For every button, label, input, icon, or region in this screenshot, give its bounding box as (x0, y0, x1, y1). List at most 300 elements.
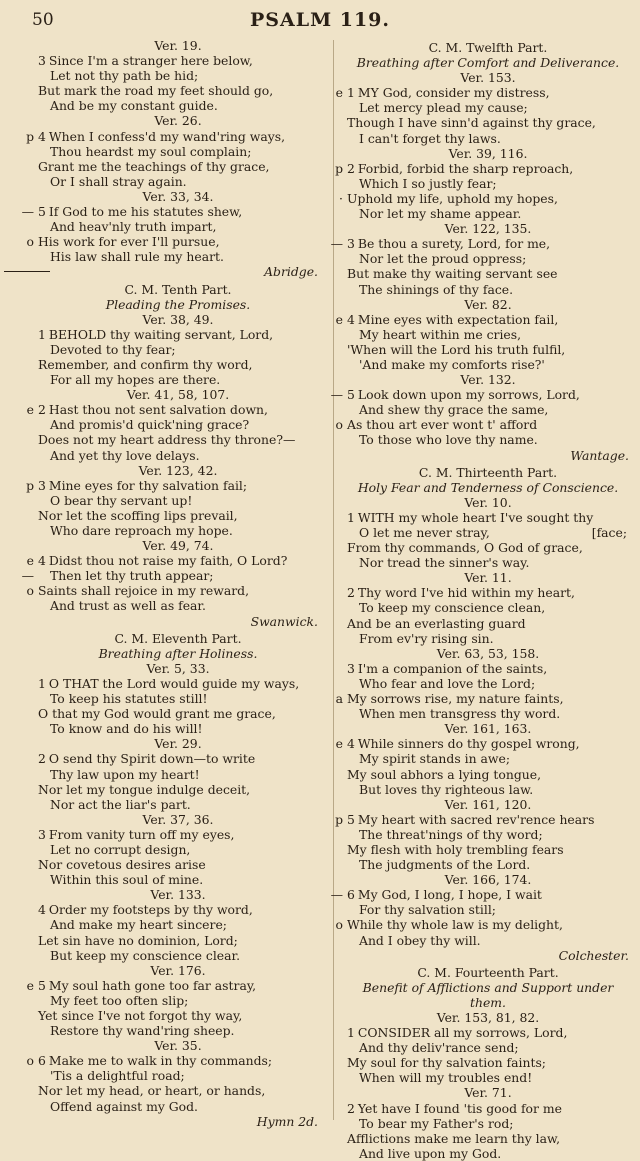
hymn-line (38, 432, 318, 447)
line-text: Didst thou not raise my faith, O Lord? (48, 553, 288, 569)
verse-reference: Ver. 153. (460, 70, 516, 86)
hymn-line (26, 402, 318, 418)
tune-attribution-line (38, 614, 318, 629)
tune-attribution: Swanwick. (250, 613, 318, 629)
hymn-line (347, 206, 629, 221)
line-text: But keep my conscience clear. (50, 947, 241, 963)
stanza-number: 5 (347, 387, 355, 403)
hymn-line (347, 706, 629, 721)
hymn-line (38, 523, 318, 538)
line-text: 'And make my comforts rise?' (359, 356, 545, 372)
hymn-line (38, 751, 318, 766)
hymn-line (38, 159, 318, 174)
line-text: Nor tread the sinner's way. (359, 555, 530, 571)
verse-reference: Ver. 29. (154, 736, 202, 752)
line-text: My spirit stands in awe; (359, 751, 510, 767)
hymn-line (347, 555, 629, 570)
stanza-number: 3 (347, 236, 355, 252)
dynamic-mark: e (335, 311, 343, 327)
line-text: The threat'nings of thy word; (359, 826, 543, 842)
verse-reference: Ver. 41, 58, 107. (126, 387, 230, 403)
dynamic-mark: — (330, 887, 343, 903)
line-text: O that my God would grant me grace, (38, 706, 276, 722)
verse-reference: Ver. 132. (460, 372, 516, 388)
line-text: To keep his statutes still! (50, 691, 208, 707)
dynamic-mark: a (335, 691, 343, 707)
hymn-line (347, 1101, 629, 1116)
stanza-number: 2 (347, 585, 355, 601)
right-column (330, 38, 629, 1161)
hymn-line (347, 176, 629, 191)
line-text: And live upon my God. (359, 1145, 502, 1161)
hymn-line (347, 676, 629, 691)
line-text: My heart with sacred rev'rence hears (357, 811, 595, 827)
line-text: From thy commands, O God of grace, (347, 540, 583, 556)
hymn-line (38, 53, 318, 68)
line-text: My soul for thy salvation faints; (347, 1055, 546, 1071)
verse-reference: Ver. 35. (154, 1038, 202, 1054)
line-text: Who dare reproach my hope. (50, 523, 233, 538)
dynamic-mark: — (21, 568, 34, 584)
tune-attribution: Abridge. (264, 264, 318, 280)
stanza-number: 3 (347, 660, 355, 676)
line-text: If God to me his statutes shew, (48, 204, 243, 220)
verse-reference: Ver. 19. (154, 38, 202, 53)
stanza-number: 5 (38, 204, 46, 220)
hymn-line (347, 1116, 629, 1131)
line-text: But loves thy righteous law. (359, 781, 534, 797)
line-text: Yet have I found 'tis good for me (357, 1100, 562, 1116)
stanza-number: 1 (38, 326, 46, 342)
line-text: And yet thy love delays. (50, 447, 200, 463)
stanza-number: 4 (38, 902, 46, 918)
hymn-line (347, 251, 629, 266)
line-text: Thy law upon my heart! (50, 766, 200, 782)
tune-attribution-line (38, 1114, 318, 1129)
hymn-line (347, 842, 629, 857)
hymn-line (347, 327, 629, 342)
line-text: And I obey thy will. (359, 932, 481, 948)
stanza-number: 2 (38, 402, 46, 418)
stanza-number: 6 (38, 1053, 46, 1069)
section-subtitle: Holy Fear and Tenderness of Conscience. (357, 479, 619, 495)
line-text: Yet since I've not forgot thy way, (38, 1008, 243, 1023)
hymn-line (335, 417, 629, 433)
line-text: My soul abhors a lying tongue, (347, 766, 542, 782)
hymn-line (38, 1068, 318, 1083)
hymn-line (38, 83, 318, 98)
hymn-line (347, 131, 629, 146)
dynamic-mark: e (335, 736, 343, 752)
hymn-line (38, 1083, 318, 1098)
hymn-line (347, 100, 629, 115)
line-text: My God, I long, I hope, I wait (357, 887, 542, 903)
section-subtitle: Breathing after Holiness. (98, 645, 258, 661)
page-title: PSALM 119. (249, 9, 391, 31)
line-text: When will my troubles end! (359, 1070, 533, 1086)
hymn-line (330, 236, 629, 252)
stanza-number: 3 (38, 826, 46, 842)
hymn-line (26, 977, 318, 993)
line-text: To those who love thy name. (359, 432, 538, 448)
hymn-line (38, 721, 318, 736)
section-heading: C. M. Tenth Part. (124, 281, 232, 297)
stanza-number: 4 (38, 128, 46, 144)
line-text: Nor act the liar's part. (50, 796, 191, 812)
hymn-line (347, 661, 629, 676)
line-text: Grant me the teachings of thy grace, (38, 158, 270, 174)
line-text: My feet too often slip; (50, 992, 189, 1008)
stanza-number: 2 (347, 1100, 355, 1116)
ornamental-rule (4, 271, 50, 272)
line-text: Let sin have no dominion, Lord; (38, 932, 238, 948)
line-text: O bear thy servant up! (50, 492, 193, 508)
verse-reference: Ver. 133. (150, 887, 206, 903)
verse-reference: Ver. 123, 42. (138, 462, 218, 478)
hymn-line (347, 540, 629, 555)
line-text: And shew thy grace the same, (359, 402, 549, 418)
hymn-line (38, 327, 318, 342)
verse-reference: Ver. 49, 74. (142, 538, 214, 554)
verse-reference: Ver. 82. (464, 296, 512, 312)
hymn-line (38, 342, 318, 357)
hymn-line (38, 357, 318, 372)
hymn-line (347, 600, 629, 615)
dynamic-mark: o (26, 583, 34, 599)
hymn-line (347, 1055, 629, 1070)
hymn-line (347, 525, 629, 540)
verse-reference: Ver. 5, 33. (146, 660, 210, 676)
hymn-line (347, 357, 629, 372)
line-tail: [face; (591, 525, 627, 540)
hymn-line (347, 782, 629, 797)
line-text: From vanity turn off my eyes, (48, 826, 235, 842)
hymn-line (335, 311, 629, 327)
dynamic-mark: p (335, 811, 343, 827)
hymn-line (38, 98, 318, 113)
verse-reference: Ver. 71. (464, 1085, 512, 1101)
tune-attribution: Hymn 2d. (256, 1113, 318, 1129)
line-text: And thy deliv'rance send; (359, 1040, 519, 1056)
line-text: Be thou a surety, Lord, for me, (357, 236, 551, 252)
verse-reference: Ver. 161, 120. (444, 796, 532, 812)
tune-attribution: Colchester. (558, 947, 629, 963)
hymn-line (347, 751, 629, 766)
tune-attribution-line (347, 448, 629, 463)
dynamic-mark: · (339, 190, 343, 206)
line-text: Does not my heart address thy throne?— (38, 432, 296, 448)
line-text: I can't forget thy laws. (359, 130, 501, 146)
line-text: Though I have sinn'd against thy grace, (347, 115, 596, 131)
line-text: Devoted to thy fear; (50, 341, 176, 357)
line-text: The judgments of the Lord. (359, 857, 531, 873)
hymn-line (21, 568, 318, 584)
line-text: WITH my whole heart I've sought thy (357, 509, 594, 525)
section-heading: C. M. Twelfth Part. (428, 40, 548, 55)
verse-reference: Ver. 37, 36. (142, 811, 214, 827)
line-text: Then let thy truth appear; (50, 568, 214, 584)
verse-reference: Ver. 122, 135. (444, 221, 532, 237)
line-text: Mine eyes for thy salvation fail; (48, 477, 248, 493)
dynamic-mark: e (335, 85, 343, 101)
line-text: Offend against my God. (50, 1098, 198, 1114)
hymn-line (26, 553, 318, 569)
verse-reference: Ver. 176. (150, 962, 206, 978)
dynamic-mark: o (335, 917, 343, 933)
hymn-line (38, 174, 318, 189)
section-heading: C. M. Fourteenth Part. (417, 964, 559, 980)
line-text: Forbid, forbid the sharp reproach, (357, 160, 574, 176)
hymn-line (347, 585, 629, 600)
hymn-line (335, 811, 629, 827)
line-text: O send thy Spirit down—to write (48, 751, 256, 767)
line-text: Nor covetous desires arise (38, 857, 206, 873)
line-text: My sorrows rise, my nature faints, (347, 691, 564, 707)
hymn-line (38, 993, 318, 1008)
line-text: And be my constant guide. (50, 98, 218, 114)
line-text: And heav'nly truth impart, (50, 219, 217, 235)
line-text: Let not thy path be hid; (50, 68, 199, 84)
hymn-line (21, 204, 318, 220)
hymn-line (347, 631, 629, 646)
line-text: BEHOLD thy waiting servant, Lord, (48, 326, 274, 342)
hymn-line (38, 1008, 318, 1023)
dynamic-mark: e (26, 553, 34, 569)
line-text: Restore thy wand'ring sheep. (50, 1023, 235, 1039)
hymn-line (347, 933, 629, 948)
verse-reference: Ver. 63, 53, 158. (436, 645, 540, 661)
stanza-number: 3 (38, 53, 46, 69)
line-text: O THAT the Lord would guide my ways, (48, 675, 300, 691)
line-text: Nor let my tongue indulge deceit, (38, 781, 251, 797)
tune-attribution: Wantage. (570, 447, 629, 463)
line-text: Which I so justly fear; (359, 175, 497, 191)
line-text: Uphold my life, uphold my hopes, (347, 190, 558, 206)
stanza-number: 4 (347, 736, 355, 752)
verse-reference: Ver. 38, 49. (142, 311, 214, 327)
line-text: When men transgress thy word. (359, 706, 561, 722)
hymn-line (26, 1053, 318, 1069)
hymn-line (38, 417, 318, 432)
line-text: O let me never stray, (359, 525, 490, 540)
section-subtitle: Breathing after Comfort and Deliverance. (356, 55, 620, 71)
line-text: Saints shall rejoice in my reward, (38, 583, 250, 599)
line-text: But make thy waiting servant see (347, 266, 558, 282)
stanza-number: 6 (347, 887, 355, 903)
hymn-line (347, 282, 629, 297)
line-text: Or I shall stray again. (50, 173, 187, 189)
hymn-line (330, 387, 629, 403)
verse-reference: Ver. 11. (464, 570, 512, 586)
line-text: Let no corrupt design, (50, 841, 191, 857)
verse-reference: Ver. 33, 34. (142, 188, 214, 204)
hymn-line (38, 68, 318, 83)
line-text: Since I'm a stranger here below, (48, 53, 253, 69)
hymn-line (347, 827, 629, 842)
hymn-line (347, 857, 629, 872)
hymn-line (38, 782, 318, 797)
line-text: My heart within me cries, (359, 326, 522, 342)
hymn-line (38, 872, 318, 887)
hymn-line (26, 128, 318, 144)
line-text: Hast thou not sent salvation down, (48, 402, 268, 418)
line-text: Make me to walk in thy commands; (48, 1053, 273, 1069)
dynamic-mark: p (26, 477, 34, 493)
section-heading: C. M. Thirteenth Part. (418, 464, 558, 480)
hymn-line (335, 736, 629, 752)
section-subtitle: Pleading the Promises. (105, 296, 251, 312)
hymn-line (347, 342, 629, 357)
hymn-line (38, 598, 318, 613)
stanza-number: 3 (38, 477, 46, 493)
dynamic-mark: e (26, 402, 34, 418)
stanza-number: 2 (38, 751, 46, 767)
hymn-line (347, 902, 629, 917)
hymn-line (38, 842, 318, 857)
dynamic-mark: e (26, 977, 34, 993)
line-text: Nor let the scoffing lips prevail, (38, 507, 238, 523)
section-subtitle: Benefit of Afflictions and Support under them. (362, 979, 614, 1010)
verse-reference: Ver. 10. (464, 494, 512, 510)
line-text: Let mercy plead my cause; (359, 100, 528, 116)
line-text: While thy whole law is my delight, (347, 917, 563, 933)
line-text: And make my heart sincere; (50, 917, 227, 933)
stanza-number: 1 (347, 1025, 355, 1041)
line-text: His law shall rule my heart. (50, 249, 224, 265)
section-heading: C. M. Eleventh Part. (114, 630, 242, 646)
line-text: Nor let my shame appear. (359, 206, 522, 222)
hymn-line (38, 508, 318, 523)
stanza-number: 4 (347, 311, 355, 327)
line-text: For thy salvation still; (359, 902, 496, 918)
line-text: Who fear and love the Lord; (359, 675, 536, 691)
stanza-number: 1 (347, 85, 355, 101)
hymn-line (38, 933, 318, 948)
hymn-line (38, 249, 318, 264)
dynamic-mark: o (335, 417, 343, 433)
line-text: MY God, consider my distress, (357, 85, 550, 101)
hymn-line (347, 1070, 629, 1085)
hymn-line (38, 917, 318, 932)
hymn-line (38, 1099, 318, 1114)
dynamic-mark: o (26, 234, 34, 250)
line-text: Order my footsteps by thy word, (48, 902, 253, 918)
stanza-number: 5 (38, 977, 46, 993)
line-text: I'm a companion of the saints, (357, 660, 548, 676)
dynamic-mark: — (330, 236, 343, 252)
hymn-line (330, 887, 629, 903)
stanza-number: 5 (347, 811, 355, 827)
line-text: 'Tis a delightful road; (50, 1068, 185, 1084)
line-text: Nor let the proud oppress; (359, 251, 527, 267)
hymn-line (339, 190, 629, 206)
hymn-line (347, 402, 629, 417)
dynamic-mark: p (335, 160, 343, 176)
tune-attribution-line (347, 948, 629, 963)
stanza-number: 1 (38, 675, 46, 691)
line-text: While sinners do thy gospel wrong, (357, 736, 580, 752)
verse-reference: Ver. 166, 174. (444, 872, 532, 888)
stanza-number: 2 (347, 160, 355, 176)
hymn-line (38, 767, 318, 782)
dynamic-mark: — (330, 387, 343, 403)
line-text: Thou heardst my soul complain; (50, 143, 252, 159)
line-text: To know and do his will! (50, 721, 203, 737)
hymn-line (26, 477, 318, 493)
line-text: Look down upon my sorrows, Lord, (357, 387, 580, 403)
hymn-line (38, 372, 318, 387)
line-text: To keep my conscience clean, (359, 600, 546, 616)
hymn-line (38, 827, 318, 842)
hymn-line (347, 432, 629, 447)
hymn-line (26, 583, 318, 599)
line-text: And be an everlasting guard (347, 615, 526, 631)
line-text: And promis'd quick'ning grace? (50, 417, 250, 433)
hymn-line (347, 1146, 629, 1161)
hymn-line (38, 1023, 318, 1038)
verse-reference: Ver. 26. (154, 113, 202, 129)
line-text: When I confess'd my wand'ring ways, (48, 128, 286, 144)
line-text: His work for ever I'll pursue, (38, 234, 220, 250)
line-text: CONSIDER all my sorrows, Lord, (357, 1025, 568, 1041)
line-text: And trust as well as fear. (50, 598, 206, 614)
line-text: Nor let my head, or heart, or hands, (38, 1083, 266, 1099)
line-text: The shinings of thy face. (359, 281, 514, 297)
hymn-line (38, 144, 318, 159)
line-text: For all my hopes are there. (50, 372, 221, 388)
line-text: As thou art ever wont t' afford (347, 417, 538, 433)
hymn-line (347, 1040, 629, 1055)
hymn-line (38, 902, 318, 917)
hymn-line (347, 510, 629, 525)
line-text: 'When will the Lord his truth fulfil, (347, 341, 566, 357)
dynamic-mark: p (26, 128, 34, 144)
line-text: Mine eyes with expectation fail, (357, 311, 559, 327)
line-text: Remember, and confirm thy word, (38, 356, 253, 372)
line-text: From ev'ry rising sin. (359, 630, 494, 646)
hymn-line (38, 676, 318, 691)
hymn-line (347, 115, 629, 130)
line-text: Within this soul of mine. (50, 872, 204, 888)
hymn-line (38, 219, 318, 234)
verse-reference: Ver. 153, 81, 82. (436, 1010, 540, 1025)
hymn-line (347, 616, 629, 631)
hymn-line (38, 706, 318, 721)
hymn-line (347, 266, 629, 281)
stanza-number: 1 (347, 509, 355, 525)
hymn-line (335, 85, 629, 101)
line-text: Afflictions make me learn thy law, (347, 1130, 561, 1146)
dynamic-mark: — (21, 204, 34, 220)
line-text: To bear my Father's rod; (359, 1115, 514, 1131)
hymn-line (38, 448, 318, 463)
line-text: My flesh with holy trembling fears (347, 841, 564, 857)
hymn-line (335, 160, 629, 176)
hymn-line (38, 948, 318, 963)
line-text: But mark the road my feet should go, (38, 83, 274, 99)
hymn-line (38, 797, 318, 812)
verse-reference: Ver. 39, 116. (448, 145, 528, 161)
hymn-line (335, 917, 629, 933)
hymn-line (347, 1131, 629, 1146)
hymn-line (38, 857, 318, 872)
hymn-line (38, 691, 318, 706)
dynamic-mark: o (26, 1053, 34, 1069)
hymn-line (347, 767, 629, 782)
line-text: Thy word I've hid within my heart, (357, 585, 575, 601)
hymn-line (26, 234, 318, 250)
stanza-number: 4 (38, 553, 46, 569)
